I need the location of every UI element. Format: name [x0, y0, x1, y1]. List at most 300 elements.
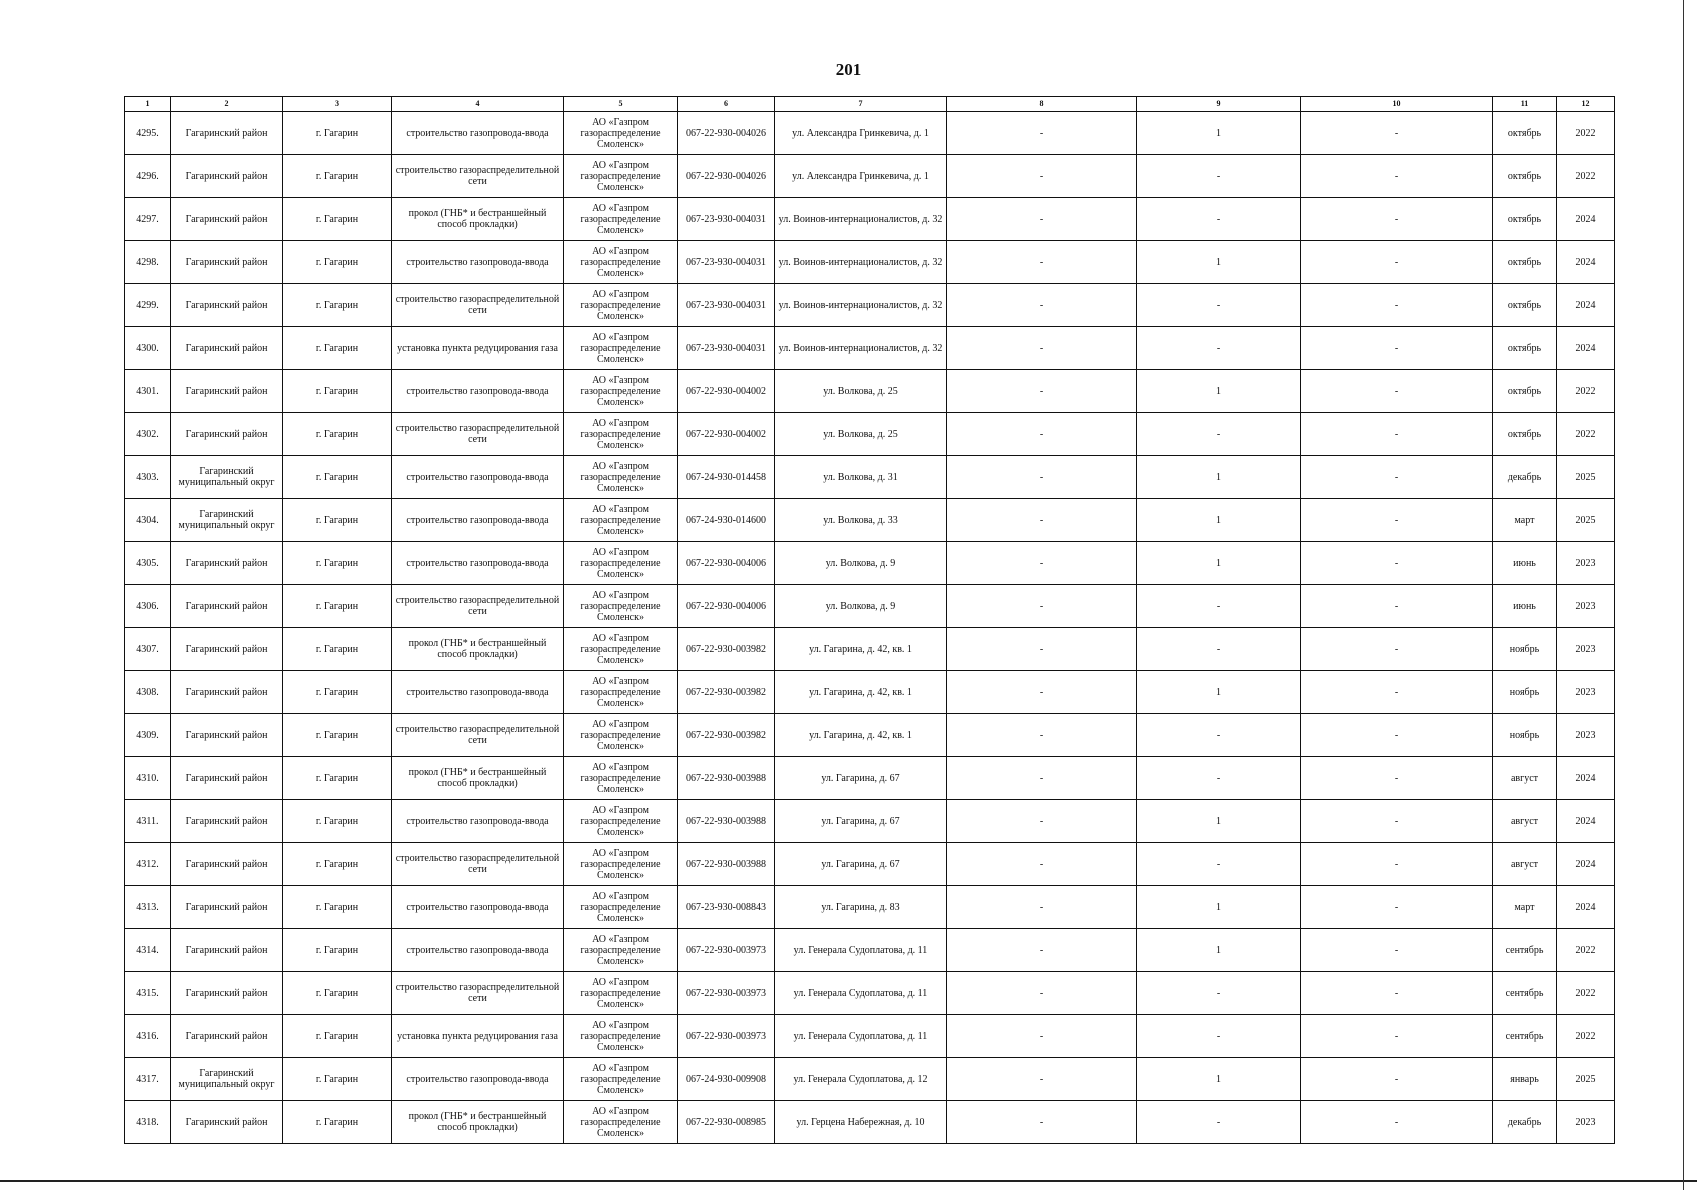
month-cell: ноябрь [1493, 714, 1557, 757]
address-cell: ул. Воинов-интернационалистов, д. 32 [775, 284, 947, 327]
month-cell: август [1493, 800, 1557, 843]
work-type-cell: строительство газопровода-ввода [392, 456, 564, 499]
address-cell: ул. Генерала Судоплатова, д. 11 [775, 1015, 947, 1058]
settlement-cell: г. Гагарин [283, 671, 392, 714]
settlement-cell: г. Гагарин [283, 714, 392, 757]
col-9-cell: - [1137, 284, 1301, 327]
col-8-cell: - [947, 714, 1137, 757]
month-cell: октябрь [1493, 241, 1557, 284]
row-number-cell: 4303. [125, 456, 171, 499]
row-number-cell: 4295. [125, 112, 171, 155]
district-cell: Гагаринский район [171, 628, 283, 671]
work-type-cell: строительство газораспределительной сети [392, 284, 564, 327]
month-cell: октябрь [1493, 413, 1557, 456]
table-row [125, 585, 1615, 628]
year-cell: 2024 [1557, 843, 1615, 886]
district-cell: Гагаринский район [171, 843, 283, 886]
district-cell: Гагаринский район [171, 585, 283, 628]
table-body [125, 112, 1615, 1144]
col-9-cell: - [1137, 155, 1301, 198]
work-type-cell: строительство газопровода-ввода [392, 370, 564, 413]
table-row [125, 155, 1615, 198]
year-cell: 2023 [1557, 1101, 1615, 1144]
col-10-cell: - [1301, 1101, 1493, 1144]
column-number-header: 9 [1137, 97, 1301, 112]
organization-cell: АО «Газпром газораспределение Смоленск» [564, 370, 678, 413]
table-row [125, 327, 1615, 370]
district-cell: Гагаринский район [171, 112, 283, 155]
month-cell: сентябрь [1493, 1015, 1557, 1058]
col-9-cell: - [1137, 628, 1301, 671]
registry-table [124, 96, 1615, 1144]
settlement-cell: г. Гагарин [283, 198, 392, 241]
organization-cell: АО «Газпром газораспределение Смоленск» [564, 628, 678, 671]
settlement-cell: г. Гагарин [283, 155, 392, 198]
col-8-cell: - [947, 241, 1137, 284]
col-9-cell: - [1137, 585, 1301, 628]
table-row [125, 929, 1615, 972]
table-row [125, 112, 1615, 155]
col-8-cell: - [947, 413, 1137, 456]
col-9-cell: - [1137, 714, 1301, 757]
month-cell: март [1493, 886, 1557, 929]
row-number-cell: 4317. [125, 1058, 171, 1101]
organization-cell: АО «Газпром газораспределение Смоленск» [564, 327, 678, 370]
row-number-cell: 4302. [125, 413, 171, 456]
year-cell: 2024 [1557, 800, 1615, 843]
work-type-cell: строительство газопровода-ввода [392, 886, 564, 929]
application-number-cell: 067-22-930-003988 [678, 757, 775, 800]
district-cell: Гагаринский район [171, 413, 283, 456]
col-9-cell: 1 [1137, 886, 1301, 929]
application-number-cell: 067-22-930-004002 [678, 370, 775, 413]
col-9-cell: 1 [1137, 1058, 1301, 1101]
col-8-cell: - [947, 628, 1137, 671]
month-cell: сентябрь [1493, 929, 1557, 972]
row-number-cell: 4296. [125, 155, 171, 198]
row-number-cell: 4311. [125, 800, 171, 843]
district-cell: Гагаринский муниципальный округ [171, 1058, 283, 1101]
col-10-cell: - [1301, 585, 1493, 628]
work-type-cell: строительство газопровода-ввода [392, 671, 564, 714]
row-number-cell: 4301. [125, 370, 171, 413]
table-row [125, 456, 1615, 499]
organization-cell: АО «Газпром газораспределение Смоленск» [564, 1015, 678, 1058]
row-number-cell: 4310. [125, 757, 171, 800]
address-cell: ул. Воинов-интернационалистов, д. 32 [775, 241, 947, 284]
year-cell: 2025 [1557, 499, 1615, 542]
year-cell: 2023 [1557, 585, 1615, 628]
settlement-cell: г. Гагарин [283, 800, 392, 843]
col-8-cell: - [947, 1058, 1137, 1101]
year-cell: 2024 [1557, 757, 1615, 800]
col-8-cell: - [947, 198, 1137, 241]
district-cell: Гагаринский район [171, 198, 283, 241]
column-number-header: 4 [392, 97, 564, 112]
address-cell: ул. Гагарина, д. 67 [775, 843, 947, 886]
year-cell: 2024 [1557, 241, 1615, 284]
organization-cell: АО «Газпром газораспределение Смоленск» [564, 972, 678, 1015]
col-10-cell: - [1301, 929, 1493, 972]
work-type-cell: строительство газопровода-ввода [392, 112, 564, 155]
year-cell: 2023 [1557, 628, 1615, 671]
row-number-cell: 4312. [125, 843, 171, 886]
district-cell: Гагаринский район [171, 929, 283, 972]
work-type-cell: строительство газораспределительной сети [392, 843, 564, 886]
column-number-header: 7 [775, 97, 947, 112]
organization-cell: АО «Газпром газораспределение Смоленск» [564, 886, 678, 929]
work-type-cell: строительство газопровода-ввода [392, 542, 564, 585]
column-number-header: 11 [1493, 97, 1557, 112]
col-9-cell: - [1137, 757, 1301, 800]
col-8-cell: - [947, 370, 1137, 413]
organization-cell: АО «Газпром газораспределение Смоленск» [564, 714, 678, 757]
col-9-cell: - [1137, 843, 1301, 886]
year-cell: 2025 [1557, 456, 1615, 499]
table-row [125, 370, 1615, 413]
month-cell: декабрь [1493, 456, 1557, 499]
column-number-row [125, 97, 1615, 112]
table-row [125, 714, 1615, 757]
col-8-cell: - [947, 456, 1137, 499]
month-cell: октябрь [1493, 112, 1557, 155]
application-number-cell: 067-23-930-004031 [678, 327, 775, 370]
organization-cell: АО «Газпром газораспределение Смоленск» [564, 671, 678, 714]
column-number-header: 6 [678, 97, 775, 112]
year-cell: 2023 [1557, 542, 1615, 585]
month-cell: ноябрь [1493, 628, 1557, 671]
year-cell: 2022 [1557, 1015, 1615, 1058]
col-10-cell: - [1301, 499, 1493, 542]
row-number-cell: 4306. [125, 585, 171, 628]
district-cell: Гагаринский район [171, 1015, 283, 1058]
settlement-cell: г. Гагарин [283, 284, 392, 327]
address-cell: ул. Александра Гринкевича, д. 1 [775, 112, 947, 155]
application-number-cell: 067-23-930-004031 [678, 241, 775, 284]
scan-border-line [0, 1180, 1697, 1182]
col-10-cell: - [1301, 800, 1493, 843]
address-cell: ул. Гагарина, д. 83 [775, 886, 947, 929]
settlement-cell: г. Гагарин [283, 542, 392, 585]
month-cell: август [1493, 843, 1557, 886]
work-type-cell: строительство газопровода-ввода [392, 241, 564, 284]
month-cell: июнь [1493, 585, 1557, 628]
district-cell: Гагаринский район [171, 155, 283, 198]
settlement-cell: г. Гагарин [283, 241, 392, 284]
address-cell: ул. Гагарина, д. 67 [775, 757, 947, 800]
month-cell: декабрь [1493, 1101, 1557, 1144]
year-cell: 2024 [1557, 198, 1615, 241]
month-cell: март [1493, 499, 1557, 542]
year-cell: 2022 [1557, 929, 1615, 972]
organization-cell: АО «Газпром газораспределение Смоленск» [564, 757, 678, 800]
organization-cell: АО «Газпром газораспределение Смоленск» [564, 1101, 678, 1144]
col-8-cell: - [947, 542, 1137, 585]
col-10-cell: - [1301, 972, 1493, 1015]
year-cell: 2022 [1557, 370, 1615, 413]
application-number-cell: 067-22-930-003973 [678, 972, 775, 1015]
column-number-header: 3 [283, 97, 392, 112]
work-type-cell: прокол (ГНБ* и бестраншейный способ прокладки) [392, 757, 564, 800]
col-9-cell: - [1137, 198, 1301, 241]
row-number-cell: 4318. [125, 1101, 171, 1144]
table-row [125, 757, 1615, 800]
district-cell: Гагаринский район [171, 671, 283, 714]
month-cell: октябрь [1493, 327, 1557, 370]
col-9-cell: - [1137, 972, 1301, 1015]
col-9-cell: - [1137, 1101, 1301, 1144]
organization-cell: АО «Газпром газораспределение Смоленск» [564, 241, 678, 284]
col-10-cell: - [1301, 112, 1493, 155]
address-cell: ул. Герцена Набережная, д. 10 [775, 1101, 947, 1144]
organization-cell: АО «Газпром газораспределение Смоленск» [564, 843, 678, 886]
application-number-cell: 067-24-930-014600 [678, 499, 775, 542]
organization-cell: АО «Газпром газораспределение Смоленск» [564, 542, 678, 585]
application-number-cell: 067-23-930-008843 [678, 886, 775, 929]
table-row [125, 198, 1615, 241]
settlement-cell: г. Гагарин [283, 499, 392, 542]
district-cell: Гагаринский район [171, 972, 283, 1015]
col-8-cell: - [947, 800, 1137, 843]
organization-cell: АО «Газпром газораспределение Смоленск» [564, 1058, 678, 1101]
row-number-cell: 4304. [125, 499, 171, 542]
table-row [125, 671, 1615, 714]
settlement-cell: г. Гагарин [283, 1101, 392, 1144]
row-number-cell: 4313. [125, 886, 171, 929]
work-type-cell: прокол (ГНБ* и бестраншейный способ прокладки) [392, 198, 564, 241]
work-type-cell: прокол (ГНБ* и бестраншейный способ прокладки) [392, 628, 564, 671]
application-number-cell: 067-22-930-003973 [678, 1015, 775, 1058]
district-cell: Гагаринский район [171, 757, 283, 800]
year-cell: 2024 [1557, 284, 1615, 327]
settlement-cell: г. Гагарин [283, 843, 392, 886]
settlement-cell: г. Гагарин [283, 585, 392, 628]
col-10-cell: - [1301, 542, 1493, 585]
row-number-cell: 4314. [125, 929, 171, 972]
settlement-cell: г. Гагарин [283, 1015, 392, 1058]
col-10-cell: - [1301, 370, 1493, 413]
col-9-cell: - [1137, 413, 1301, 456]
col-8-cell: - [947, 284, 1137, 327]
address-cell: ул. Генерала Судоплатова, д. 11 [775, 929, 947, 972]
col-9-cell: 1 [1137, 499, 1301, 542]
row-number-cell: 4316. [125, 1015, 171, 1058]
organization-cell: АО «Газпром газораспределение Смоленск» [564, 198, 678, 241]
application-number-cell: 067-22-930-008985 [678, 1101, 775, 1144]
year-cell: 2022 [1557, 155, 1615, 198]
row-number-cell: 4297. [125, 198, 171, 241]
settlement-cell: г. Гагарин [283, 370, 392, 413]
work-type-cell: строительство газораспределительной сети [392, 413, 564, 456]
work-type-cell: строительство газопровода-ввода [392, 1058, 564, 1101]
column-number-header: 5 [564, 97, 678, 112]
district-cell: Гагаринский район [171, 1101, 283, 1144]
year-cell: 2023 [1557, 714, 1615, 757]
table-row [125, 284, 1615, 327]
work-type-cell: прокол (ГНБ* и бестраншейный способ прокладки) [392, 1101, 564, 1144]
col-8-cell: - [947, 155, 1137, 198]
month-cell: июнь [1493, 542, 1557, 585]
organization-cell: АО «Газпром газораспределение Смоленск» [564, 499, 678, 542]
col-9-cell: 1 [1137, 929, 1301, 972]
address-cell: ул. Генерала Судоплатова, д. 11 [775, 972, 947, 1015]
col-9-cell: - [1137, 1015, 1301, 1058]
district-cell: Гагаринский муниципальный округ [171, 456, 283, 499]
address-cell: ул. Волкова, д. 33 [775, 499, 947, 542]
col-10-cell: - [1301, 327, 1493, 370]
application-number-cell: 067-23-930-004031 [678, 284, 775, 327]
col-8-cell: - [947, 929, 1137, 972]
row-number-cell: 4309. [125, 714, 171, 757]
col-10-cell: - [1301, 241, 1493, 284]
table-row [125, 1015, 1615, 1058]
col-10-cell: - [1301, 198, 1493, 241]
col-10-cell: - [1301, 155, 1493, 198]
col-9-cell: 1 [1137, 542, 1301, 585]
year-cell: 2022 [1557, 413, 1615, 456]
col-10-cell: - [1301, 628, 1493, 671]
scan-margin-line [1683, 0, 1684, 1190]
month-cell: октябрь [1493, 198, 1557, 241]
month-cell: октябрь [1493, 155, 1557, 198]
col-10-cell: - [1301, 413, 1493, 456]
work-type-cell: строительство газопровода-ввода [392, 800, 564, 843]
year-cell: 2022 [1557, 972, 1615, 1015]
month-cell: октябрь [1493, 370, 1557, 413]
year-cell: 2023 [1557, 671, 1615, 714]
settlement-cell: г. Гагарин [283, 972, 392, 1015]
col-8-cell: - [947, 886, 1137, 929]
table-row [125, 972, 1615, 1015]
col-10-cell: - [1301, 671, 1493, 714]
column-number-header: 8 [947, 97, 1137, 112]
col-10-cell: - [1301, 1015, 1493, 1058]
settlement-cell: г. Гагарин [283, 456, 392, 499]
organization-cell: АО «Газпром газораспределение Смоленск» [564, 155, 678, 198]
table-row [125, 800, 1615, 843]
month-cell: октябрь [1493, 284, 1557, 327]
district-cell: Гагаринский район [171, 327, 283, 370]
table-row [125, 1058, 1615, 1101]
work-type-cell: строительство газораспределительной сети [392, 585, 564, 628]
address-cell: ул. Воинов-интернационалистов, д. 32 [775, 198, 947, 241]
page-number: 201 [835, 60, 862, 79]
col-10-cell: - [1301, 714, 1493, 757]
settlement-cell: г. Гагарин [283, 1058, 392, 1101]
col-8-cell: - [947, 1015, 1137, 1058]
col-9-cell: 1 [1137, 456, 1301, 499]
address-cell: ул. Генерала Судоплатова, д. 12 [775, 1058, 947, 1101]
col-8-cell: - [947, 585, 1137, 628]
table-row [125, 886, 1615, 929]
col-9-cell: 1 [1137, 800, 1301, 843]
work-type-cell: строительство газораспределительной сети [392, 155, 564, 198]
application-number-cell: 067-22-930-003988 [678, 800, 775, 843]
address-cell: ул. Гагарина, д. 42, кв. 1 [775, 671, 947, 714]
application-number-cell: 067-22-930-004026 [678, 155, 775, 198]
settlement-cell: г. Гагарин [283, 628, 392, 671]
col-9-cell: 1 [1137, 241, 1301, 284]
col-10-cell: - [1301, 757, 1493, 800]
col-10-cell: - [1301, 1058, 1493, 1101]
settlement-cell: г. Гагарин [283, 757, 392, 800]
application-number-cell: 067-24-930-014458 [678, 456, 775, 499]
col-8-cell: - [947, 112, 1137, 155]
col-9-cell: 1 [1137, 370, 1301, 413]
row-number-cell: 4308. [125, 671, 171, 714]
organization-cell: АО «Газпром газораспределение Смоленск» [564, 413, 678, 456]
row-number-cell: 4315. [125, 972, 171, 1015]
application-number-cell: 067-24-930-009908 [678, 1058, 775, 1101]
application-number-cell: 067-23-930-004031 [678, 198, 775, 241]
column-number-header: 2 [171, 97, 283, 112]
table-row [125, 241, 1615, 284]
year-cell: 2025 [1557, 1058, 1615, 1101]
settlement-cell: г. Гагарин [283, 112, 392, 155]
row-number-cell: 4305. [125, 542, 171, 585]
work-type-cell: установка пункта редуцирования газа [392, 1015, 564, 1058]
address-cell: ул. Гагарина, д. 42, кв. 1 [775, 714, 947, 757]
organization-cell: АО «Газпром газораспределение Смоленск» [564, 800, 678, 843]
col-8-cell: - [947, 972, 1137, 1015]
settlement-cell: г. Гагарин [283, 413, 392, 456]
address-cell: ул. Волкова, д. 25 [775, 413, 947, 456]
work-type-cell: строительство газораспределительной сети [392, 972, 564, 1015]
table-row [125, 499, 1615, 542]
year-cell: 2024 [1557, 886, 1615, 929]
address-cell: ул. Воинов-интернационалистов, д. 32 [775, 327, 947, 370]
organization-cell: АО «Газпром газораспределение Смоленск» [564, 929, 678, 972]
column-number-header: 12 [1557, 97, 1615, 112]
settlement-cell: г. Гагарин [283, 327, 392, 370]
col-8-cell: - [947, 499, 1137, 542]
address-cell: ул. Волкова, д. 31 [775, 456, 947, 499]
table-row [125, 542, 1615, 585]
year-cell: 2022 [1557, 112, 1615, 155]
organization-cell: АО «Газпром газораспределение Смоленск» [564, 585, 678, 628]
month-cell: ноябрь [1493, 671, 1557, 714]
application-number-cell: 067-22-930-004006 [678, 542, 775, 585]
col-9-cell: 1 [1137, 671, 1301, 714]
address-cell: ул. Гагарина, д. 67 [775, 800, 947, 843]
row-number-cell: 4307. [125, 628, 171, 671]
row-number-cell: 4300. [125, 327, 171, 370]
application-number-cell: 067-22-930-004006 [678, 585, 775, 628]
month-cell: август [1493, 757, 1557, 800]
col-10-cell: - [1301, 886, 1493, 929]
district-cell: Гагаринский район [171, 542, 283, 585]
application-number-cell: 067-22-930-004026 [678, 112, 775, 155]
organization-cell: АО «Газпром газораспределение Смоленск» [564, 456, 678, 499]
address-cell: ул. Волкова, д. 25 [775, 370, 947, 413]
address-cell: ул. Гагарина, д. 42, кв. 1 [775, 628, 947, 671]
col-8-cell: - [947, 671, 1137, 714]
row-number-cell: 4298. [125, 241, 171, 284]
address-cell: ул. Волкова, д. 9 [775, 585, 947, 628]
column-number-header: 10 [1301, 97, 1493, 112]
col-10-cell: - [1301, 456, 1493, 499]
application-number-cell: 067-22-930-003982 [678, 671, 775, 714]
organization-cell: АО «Газпром газораспределение Смоленск» [564, 284, 678, 327]
table-row [125, 843, 1615, 886]
col-8-cell: - [947, 327, 1137, 370]
table-row [125, 1101, 1615, 1144]
col-10-cell: - [1301, 843, 1493, 886]
col-8-cell: - [947, 757, 1137, 800]
column-number-header: 1 [125, 97, 171, 112]
organization-cell: АО «Газпром газораспределение Смоленск» [564, 112, 678, 155]
row-number-cell: 4299. [125, 284, 171, 327]
